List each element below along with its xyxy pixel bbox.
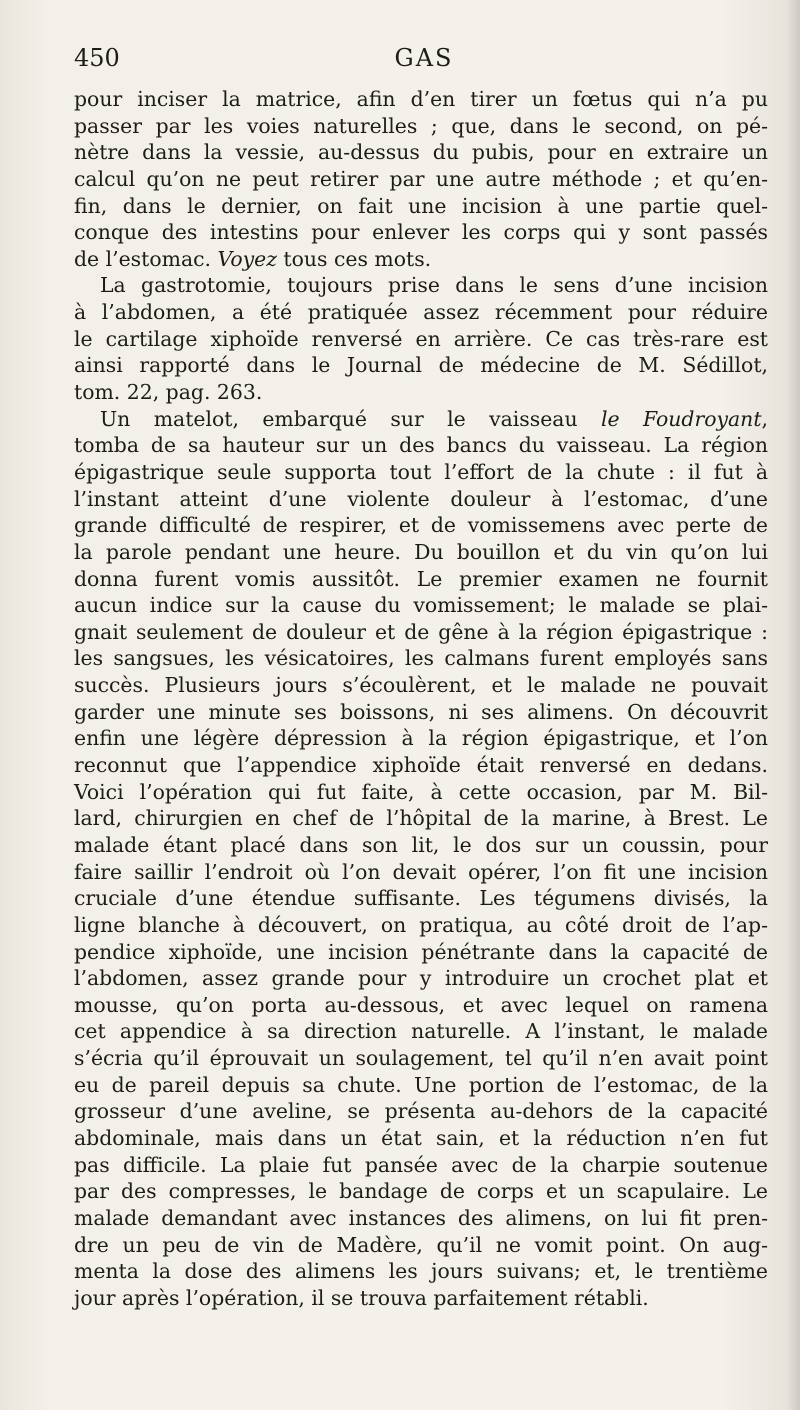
text-line: la parole pendant une heure. Du bouillon et du vin qu’on lui <box>74 539 768 564</box>
text-line: nètre dans la vessie, au-dessus du pubis, pour en extraire un <box>74 140 768 165</box>
text-line: jour après l’opération, il se trouva parfaitement rétabli. <box>74 1285 649 1310</box>
text-line: reconnut que l’appendice xiphoïde était renversé en dedans. <box>74 753 768 778</box>
text-line: grande difficulté de respirer, et de vomissemens avec perte de <box>74 513 768 538</box>
text-line: lard, chirurgien en chef de l’hôpital de la marine, à Brest. Le <box>74 806 768 831</box>
text-line: pour inciser la matrice, afin d’en tirer un fœtus qui n’a pu <box>74 87 768 111</box>
text-line: pas difficile. La plaie fut pansée avec de la charpie soutenue <box>74 1152 768 1177</box>
body-text <box>74 86 768 1311</box>
text-line: Un matelot, embarqué sur le vaisseau le Foudroyant, <box>100 406 768 431</box>
text-line: grosseur d’une aveline, se présenta au-dehors de la capacité <box>74 1099 768 1124</box>
italic-text: Voyez <box>217 246 277 271</box>
text-line: calcul qu’on ne peut retirer par une autre méthode ; et qu’en- <box>74 166 768 191</box>
text-line: donna furent vomis aussitôt. Le premier examen ne fournit <box>74 566 768 591</box>
text-line: aucun indice sur la cause du vomissement; le malade se plai- <box>74 593 768 618</box>
text-line: Voici l’opération qui fut faite, à cette occasion, par M. Bil- <box>74 779 768 804</box>
text-line: malade étant placé dans son lit, le dos sur un coussin, pour <box>74 832 768 857</box>
text-line: à l’abdomen, a été pratiquée assez récemment pour réduire <box>74 300 768 325</box>
text-line: dre un peu de vin de Madère, qu’il ne vomit point. On aug- <box>74 1232 768 1257</box>
text-line: ainsi rapporté dans le Journal de médecine de M. Sédillot, <box>74 353 768 378</box>
page-header <box>74 44 774 84</box>
text-line: mousse, qu’on porta au-dessous, et avec lequel on ramena <box>74 992 768 1017</box>
text-line: menta la dose des alimens les jours suivans; et, le trentième <box>74 1259 768 1284</box>
text-line: conque des intestins pour enlever les corps qui y sont passés <box>74 220 768 245</box>
text-line: cet appendice à sa direction naturelle. A l’instant, le malade <box>74 1019 768 1044</box>
text-line: malade demandant avec instances des alimens, on lui fit pren- <box>74 1205 768 1230</box>
text-line: enfin une légère dépression à la région épigastrique, et l’on <box>74 726 768 751</box>
text-line: pendice xiphoïde, une incision pénétrante dans la capacité de <box>74 939 768 964</box>
text-line: s’écria qu’il éprouvait un soulagement, tel qu’il n’en avait point <box>74 1046 768 1071</box>
text-line: épigastrique seule supporta tout l’effort de la chute : il fut à <box>74 459 768 484</box>
text-line: faire saillir l’endroit où l’on devait opérer, l’on fit une incision <box>74 859 768 884</box>
text-line: l’instant atteint d’une violente douleur à l’estomac, d’une <box>74 486 768 511</box>
text-line: les sangsues, les vésicatoires, les calmans furent employés sans <box>74 646 768 671</box>
text-line: de l’estomac. Voyez tous ces mots. <box>74 246 432 271</box>
page-number: 450 <box>74 44 120 72</box>
text-line: cruciale d’une étendue suffisante. Les tégumens divisés, la <box>74 886 768 911</box>
text-line: tom. 22, pag. 263. <box>74 380 263 405</box>
text-line: La gastrotomie, toujours prise dans le sens d’une incision <box>100 273 768 298</box>
text-line: par des compresses, le bandage de corps et un scapulaire. Le <box>74 1179 768 1204</box>
text-line: l’abdomen, assez grande pour y introduire un crochet plat et <box>74 966 768 991</box>
text-line: ligne blanche à découvert, on pratiqua, au côté droit de l’ap- <box>74 912 768 937</box>
page-edge-shadow <box>786 0 800 1410</box>
text-line: gnait seulement de douleur et de gêne à la région épigastrique : <box>74 619 768 644</box>
text-line: garder une minute ses boissons, ni ses alimens. On découvrit <box>74 699 768 724</box>
text-line: tomba de sa hauteur sur un des bancs du vaisseau. La région <box>74 433 768 458</box>
text-line: eu de pareil depuis sa chute. Une portion de l’estomac, de la <box>74 1072 768 1097</box>
text-line: le cartilage xiphoïde renversé en arrière. Ce cas très-rare est <box>74 326 768 351</box>
text-line: abdominale, mais dans un état sain, et la réduction n’en fut <box>74 1125 768 1150</box>
text-line: succès. Plusieurs jours s’écoulèrent, et le malade ne pouvait <box>74 673 768 698</box>
italic-text: le Foudroyant <box>601 406 762 431</box>
text-line: passer par les voies naturelles ; que, dans le second, on pé- <box>74 113 768 138</box>
running-head: GAS <box>394 44 454 72</box>
text-line: fin, dans le dernier, on fait une incision à une partie quel- <box>74 193 768 218</box>
